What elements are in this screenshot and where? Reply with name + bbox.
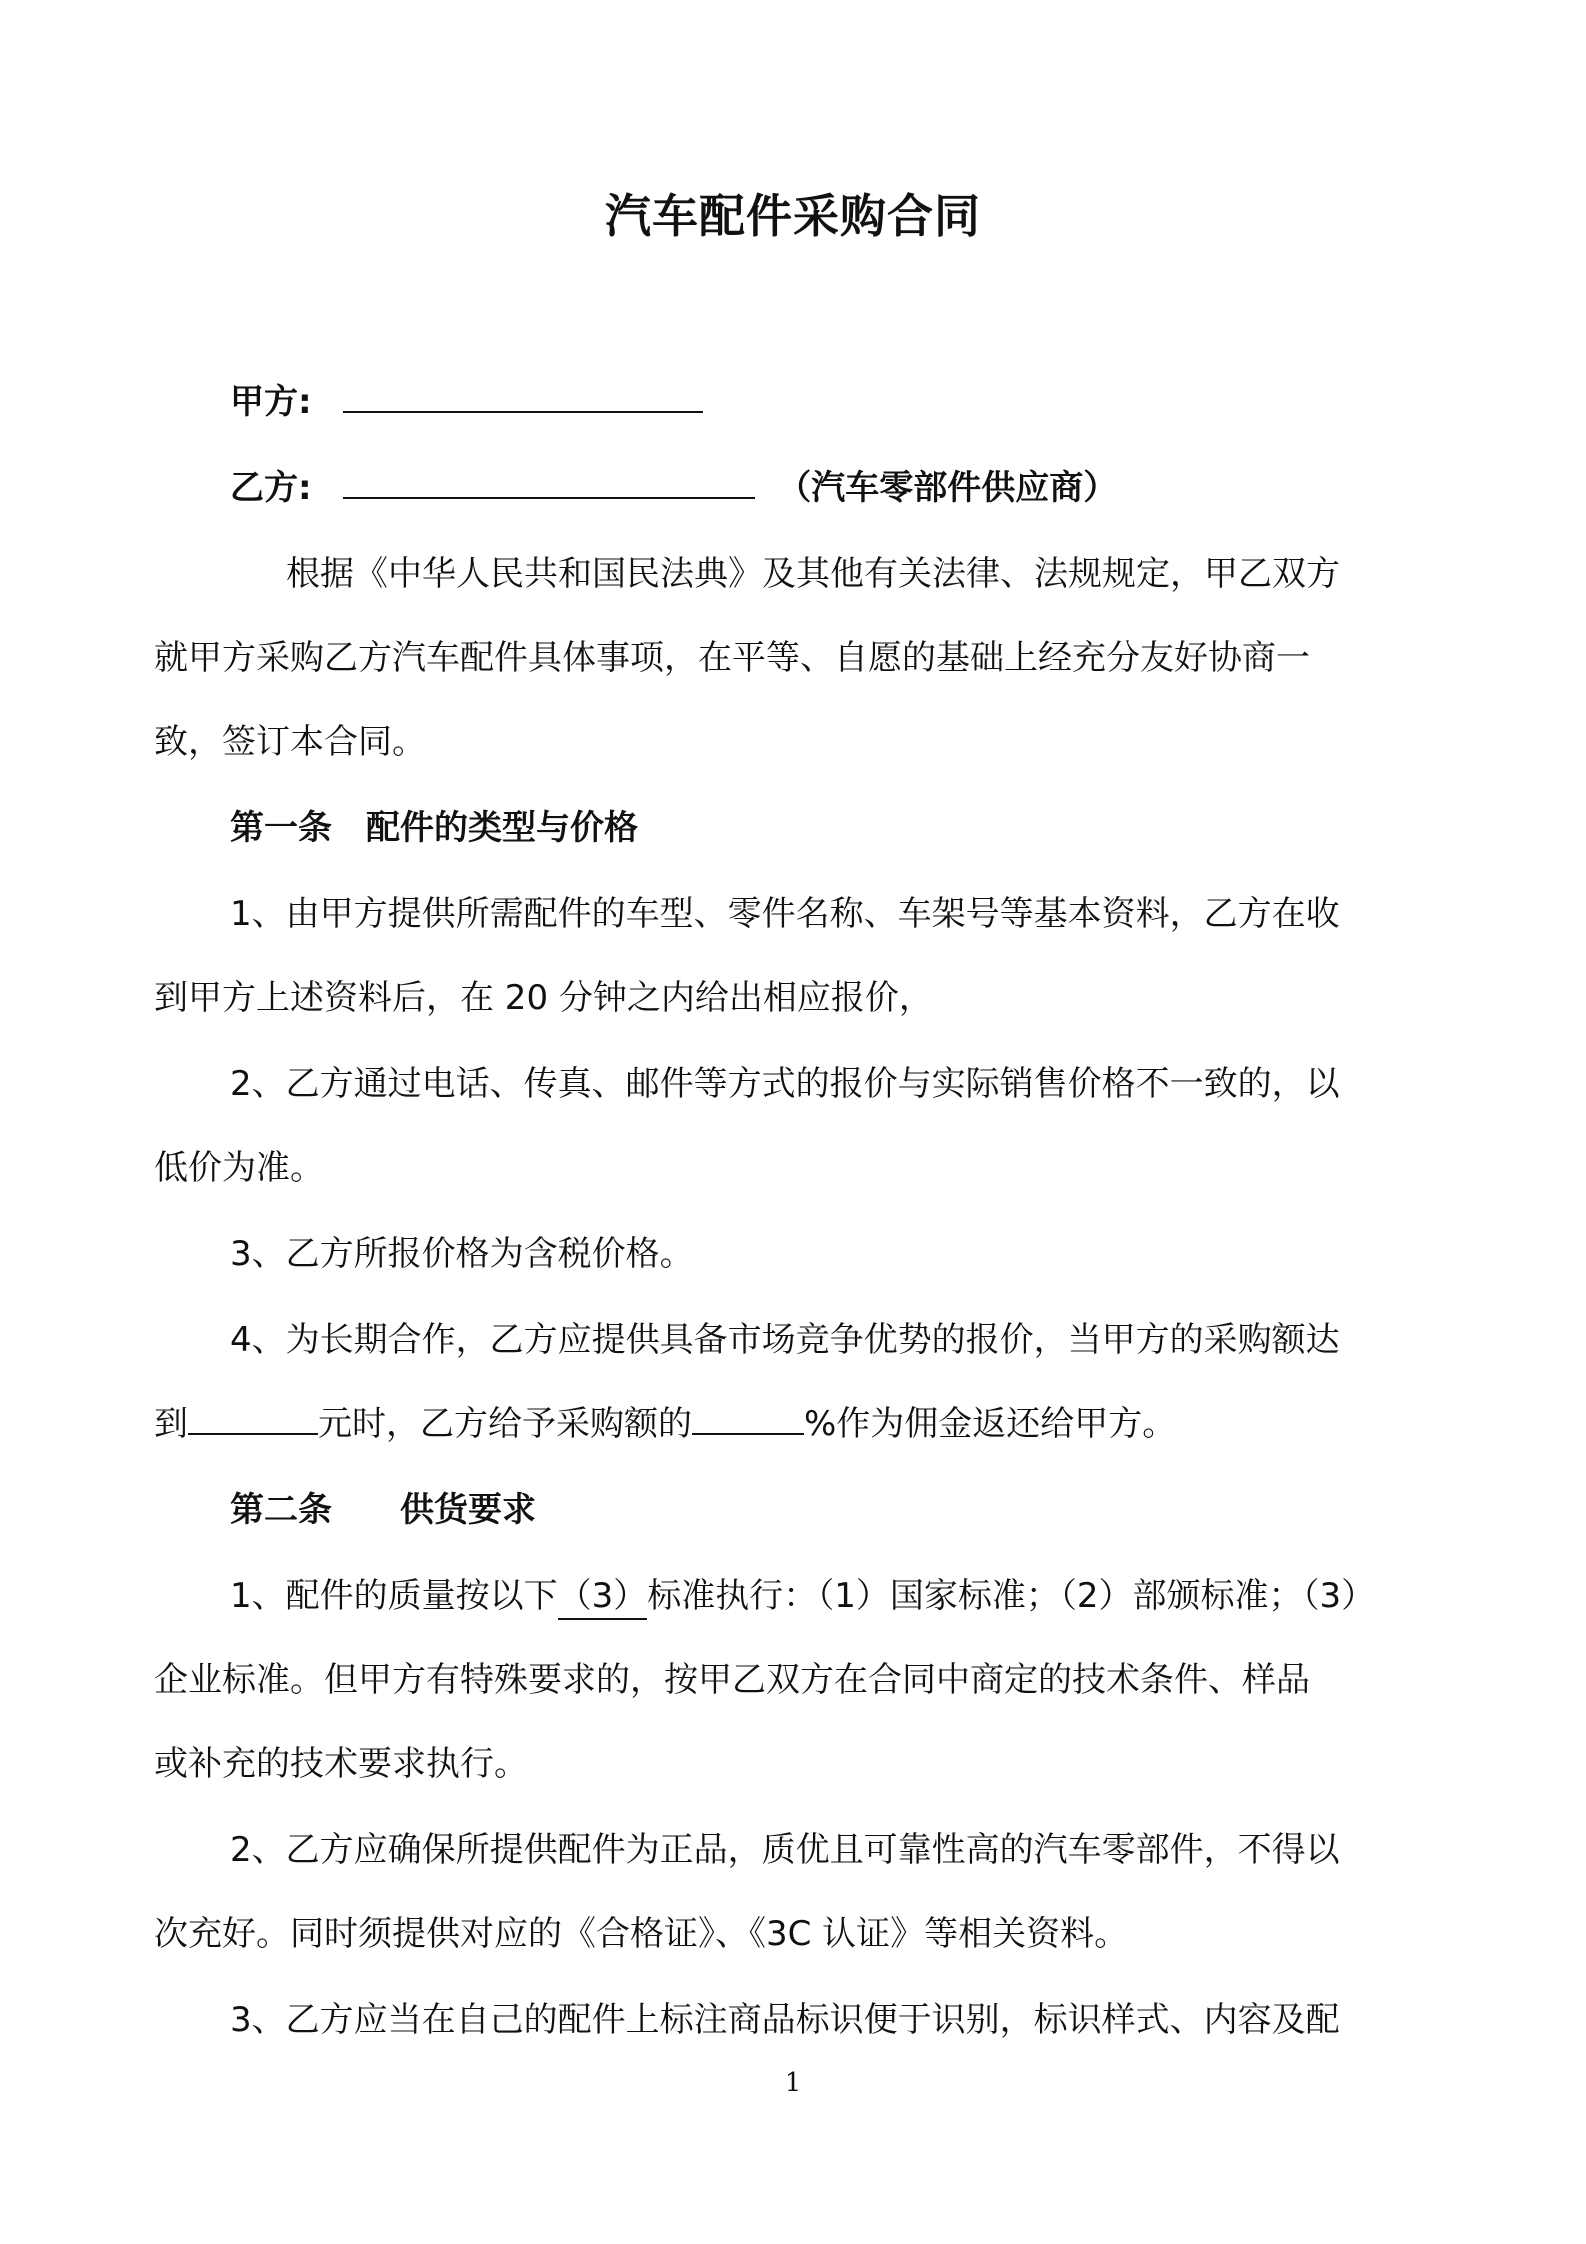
article-1-clause-4-line-2 [154, 1402, 1176, 1446]
party-b-blank[interactable] [343, 467, 755, 499]
intro-line-3: 致，签订本合同。 [154, 722, 426, 762]
article-1-clause-1-line-1: 1、由甲方提供所需配件的车型、零件名称、车架号等基本资料，乙方在收 [230, 894, 1340, 934]
article-2-clause-2-line-1: 2、乙方应确保所提供配件为正品，质优且可靠性高的汽车零部件，不得以 [230, 1830, 1340, 1870]
clause-1-text-a: 1、配件的质量按以下 [230, 1576, 558, 1616]
party-a-label: 甲方: [230, 382, 312, 422]
party-b-label: 乙方: [230, 468, 312, 508]
article-1-heading: 第一条 配件的类型与价格 [230, 808, 638, 848]
article-1-clause-2-line-1: 2、乙方通过电话、传真、邮件等方式的报价与实际销售价格不一致的，以 [230, 1064, 1340, 1104]
clause-4-text-c: %作为佣金返还给甲方。 [804, 1404, 1177, 1444]
article-2-heading: 第二条 供货要求 [230, 1490, 536, 1530]
article-1-clause-2-line-2: 低价为准。 [154, 1148, 324, 1188]
document-title: 汽车配件采购合同 [605, 189, 981, 243]
party-a-row [230, 380, 703, 424]
clause-4-text-a: 到 [154, 1404, 188, 1444]
intro-line-1: 根据《中华人民共和国民法典》及其他有关法律、法规规定，甲乙双方 [286, 554, 1340, 594]
article-1-clause-4-line-1: 4、为长期合作，乙方应提供具备市场竞争优势的报价，当甲方的采购额达 [230, 1320, 1340, 1360]
intro-line-2: 就甲方采购乙方汽车配件具体事项，在平等、自愿的基础上经充分友好协商一 [154, 638, 1310, 678]
quality-standard-choice[interactable]: （3） [558, 1576, 648, 1620]
article-2-clause-2-line-2: 次充好。同时须提供对应的《合格证》、《3C 认证》等相关资料。 [154, 1914, 1129, 1954]
party-b-row [230, 466, 1117, 510]
party-b-note: （汽车零部件供应商） [777, 468, 1118, 508]
purchase-amount-blank[interactable] [188, 1403, 318, 1435]
article-2-clause-3-line-1: 3、乙方应当在自己的配件上标注商品标识便于识别，标识样式、内容及配 [230, 2000, 1340, 2040]
commission-percent-blank[interactable] [692, 1403, 804, 1435]
article-2-clause-1-line-2: 企业标准。但甲方有特殊要求的，按甲乙双方在合同中商定的技术条件、样品 [154, 1660, 1310, 1700]
clause-1-text-b: 标准执行：（1）国家标准；（2）部颁标准；（3） [647, 1576, 1376, 1616]
article-1-clause-3: 3、乙方所报价格为含税价格。 [230, 1234, 694, 1274]
article-1-clause-1-line-2: 到甲方上述资料后，在 20 分钟之内给出相应报价， [154, 978, 933, 1018]
party-a-blank[interactable] [343, 381, 703, 413]
page-number: 1 [784, 2068, 802, 2098]
clause-4-text-b: 元时，乙方给予采购额的 [318, 1404, 692, 1444]
article-2-clause-1-line-1 [230, 1574, 1375, 1618]
article-2-clause-1-line-3: 或补充的技术要求执行。 [154, 1744, 528, 1784]
